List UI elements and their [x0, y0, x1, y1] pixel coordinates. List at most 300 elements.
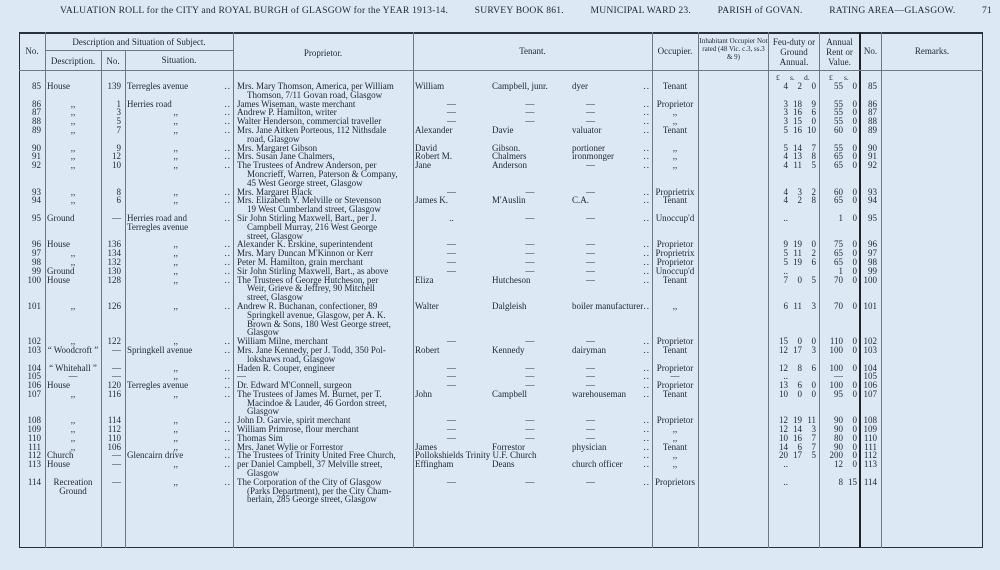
feu-pounds: 13 [779, 380, 788, 391]
entry-number: 109 [27, 424, 41, 435]
tenant-first-name: — [447, 265, 456, 276]
tenant-occupation-text: ironmonger [572, 151, 614, 162]
rent-pounds: 70 [834, 274, 843, 285]
proprietor [233, 364, 413, 373]
table-row [19, 346, 983, 364]
house-number: 112 [107, 424, 121, 435]
occupier: ,, [672, 116, 678, 127]
occupier: ,, [672, 424, 678, 435]
description: ,, [70, 415, 76, 426]
annual-rent [819, 276, 860, 302]
tenant-surname: — [525, 248, 535, 259]
entry-number: 113 [27, 459, 41, 470]
tenant-occupation-text: — [586, 160, 595, 171]
feu-pence: 6 [811, 362, 816, 373]
tenant-surname: — [525, 336, 535, 347]
rent-shillings: 0 [852, 124, 857, 135]
tenant-surname: Campbell [492, 388, 527, 399]
rent-pounds: 100 [829, 362, 843, 373]
occupier: Tenant [662, 344, 688, 355]
rent-shillings: 0 [852, 248, 857, 259]
table-row [19, 214, 983, 240]
situation-text: Herries road [127, 98, 172, 109]
entry-number: 88 [32, 116, 41, 127]
feu-pounds: 5 [783, 124, 788, 135]
feu-shillings: 11 [793, 300, 802, 311]
feu-pounds: 4 [783, 195, 788, 206]
tenant-surname: — [525, 212, 535, 223]
remarks [881, 108, 983, 117]
rent-pounds: 55 [834, 142, 843, 153]
feu-pounds: 3 [783, 107, 788, 118]
rent-shillings: 0 [852, 336, 857, 347]
entry-number: 95 [32, 212, 41, 223]
situation [125, 144, 233, 153]
tenant-first-name: — [447, 432, 456, 443]
annual-rent [819, 161, 860, 187]
rent-shillings: 0 [852, 151, 857, 162]
entry-number-right: 110 [863, 432, 877, 443]
tenant-surname: Kennedy [492, 344, 525, 355]
occupier: Proprietor [656, 239, 694, 250]
remarks [881, 364, 983, 373]
feu-pounds: .. [783, 265, 788, 276]
inhabitant-occupier [698, 267, 768, 276]
feu-duty [768, 302, 819, 337]
description: ,, [70, 300, 76, 311]
feu-shillings: 0 [797, 274, 802, 285]
proprietor-line: Weir, Grieve & Jeffrey, 90 Mitchell [247, 283, 375, 294]
tenant-surname: — [525, 265, 535, 276]
tenant-occupation-text: — [586, 256, 595, 267]
feu-pence: 11 [807, 415, 816, 426]
feu-shillings: 19 [793, 256, 802, 267]
feu-pence: 5 [811, 160, 816, 171]
rent-pounds: 65 [834, 248, 843, 259]
proprietor-line: (Parks Department), per the City Cham- [247, 485, 392, 496]
rent-pounds: — [834, 371, 843, 382]
feu-pence [802, 460, 816, 478]
tenant-first-name: — [447, 248, 456, 259]
feu-duty [768, 346, 819, 364]
table-row [19, 478, 983, 504]
inhabitant-occupier [698, 390, 768, 416]
rent-shillings: 0 [852, 388, 857, 399]
house-number: 3 [116, 107, 121, 118]
occupier: Tenant [662, 124, 688, 135]
entry-number: 96 [32, 239, 41, 250]
tenant-first-name: William [415, 81, 445, 91]
tenant-first-name: Jane [415, 160, 431, 171]
entry-number: 110 [27, 432, 41, 443]
house-number: — [112, 212, 121, 223]
entry-number-right: 111 [864, 441, 877, 452]
situation-text: ,, [173, 441, 178, 452]
rent-pounds: 90 [834, 441, 843, 452]
rent-pounds: 75 [834, 239, 843, 250]
proprietor-line: Springkell avenue, Glasgow, per A. K. [247, 309, 386, 320]
feu-pounds: 20 [779, 450, 788, 461]
proprietor-line: Campbell Murray, 216 West George [247, 221, 378, 232]
feu-shillings [788, 214, 802, 240]
entry-number-right: 105 [863, 371, 877, 382]
situation [125, 451, 233, 460]
occupier: ,, [672, 107, 678, 118]
remarks [881, 434, 983, 443]
proprietor-line: per Daniel Campbell, 37 Melville street, [237, 459, 383, 470]
remarks [881, 249, 983, 258]
proprietor-line: Walter Henderson, commercial traveller [237, 116, 382, 127]
inhabitant-occupier [698, 144, 768, 153]
situation [125, 390, 233, 416]
tenant-occupation [570, 196, 652, 214]
proprietor-line: 45 West George street, Glasgow [247, 177, 363, 188]
proprietor-line: Thomas Sim [237, 432, 283, 443]
tenant-first-name: — [447, 98, 456, 109]
header-tenant: Tenant. [519, 46, 546, 56]
feu-duty [768, 364, 819, 373]
occupier: Tenant [662, 388, 688, 399]
situation [125, 425, 233, 434]
inhabitant-occupier [698, 82, 768, 100]
occupier: — [670, 371, 680, 382]
tenant-occupation [570, 460, 652, 478]
description: House [47, 274, 70, 285]
occupier: Unoccup'd [655, 265, 695, 276]
description: ,, [70, 432, 76, 443]
tenant-occupation-text: — [586, 424, 595, 435]
proprietor-line: 19 West Cumberland street, Glasgow [247, 204, 381, 215]
proprietor-line: The Corporation of the City of Glasgow [237, 476, 382, 487]
tenant-first-name: Robert [415, 344, 440, 355]
tenant-first-name: — [447, 424, 456, 435]
occupier: Proprietor [656, 415, 694, 426]
rent-shillings: 0 [852, 186, 857, 197]
house-number: 116 [107, 388, 121, 399]
situation-text: Springkell avenue [127, 344, 193, 355]
situation [125, 302, 233, 337]
situation [125, 434, 233, 443]
occupier: ,, [672, 160, 678, 171]
tenant-first-name: Eliza [415, 274, 434, 285]
page-number: 71 [982, 5, 992, 16]
house-number: 136 [107, 239, 121, 250]
inhabitant-occupier [698, 126, 768, 144]
proprietor-line: Alexander K. Erskine, superintendent [237, 239, 373, 250]
house-number: 120 [107, 380, 121, 391]
description: Recreation Ground [53, 476, 93, 496]
description: ,, [70, 336, 76, 347]
proprietor [233, 161, 413, 187]
header-house-no: No. [106, 56, 120, 66]
header-annual-rent: Annual Rent or Value. [826, 37, 853, 67]
rent-pounds: 65 [834, 256, 843, 267]
proprietor-line: Haden R. Couper, engineer [237, 362, 335, 373]
entry-number: 112 [27, 450, 41, 461]
inhabitant-occupier [698, 434, 768, 443]
remarks [881, 214, 983, 240]
remarks [881, 416, 983, 425]
remarks [881, 460, 983, 478]
situation [125, 188, 233, 197]
tenant-first-name: — [447, 380, 456, 391]
proprietor-line: Brown & Sons, 180 West George street, [247, 318, 391, 329]
entry-number-right: 97 [868, 248, 877, 259]
inhabitant-occupier [698, 188, 768, 197]
feu-shillings: 11 [793, 248, 802, 259]
feu-duty [768, 460, 819, 478]
rent-pounds: 110 [829, 336, 843, 347]
feu-pounds: 3 [783, 116, 788, 127]
inhabitant-occupier [698, 240, 768, 249]
occupier: Proprietrix [655, 186, 695, 197]
remarks [881, 425, 983, 434]
feu-duty [768, 82, 819, 100]
tenant-occupation-text: — [586, 415, 595, 426]
situation-text: ,, [173, 336, 178, 347]
feu-pounds: 6 [783, 300, 788, 311]
feu-pounds: 3 [783, 98, 788, 109]
proprietor-line: William Primrose, flour merchant [237, 424, 359, 435]
feu-shillings: 8 [797, 362, 802, 373]
header-inhabitant: Inhabitant Occupier Not rated (48 Vic. c.3, ss.3 & 9) [699, 37, 768, 61]
description: House [47, 380, 70, 391]
tenant-first-name: — [447, 476, 456, 487]
occupier: Proprietor [656, 336, 694, 347]
tenant-surname: Hutcheson [492, 274, 531, 285]
remarks [881, 144, 983, 153]
header-description: Description. [50, 56, 96, 66]
inhabitant-occupier [698, 117, 768, 126]
table-row [19, 126, 983, 144]
occupier: ,, [672, 432, 678, 443]
tenant-occupation-text: — [586, 107, 595, 118]
header-description-group: Description and Situation of Subject. [72, 37, 206, 47]
tenant-occupation-text: — [586, 380, 595, 391]
description: ,, [70, 186, 76, 197]
entry-number-right: 113 [863, 459, 877, 470]
entry-number: 89 [32, 124, 41, 135]
tenant-first-name: Effingham [415, 459, 454, 470]
tenant-surname: Davie [492, 124, 514, 135]
description: ,, [70, 424, 76, 435]
description: House [47, 239, 70, 250]
rent-pounds: 65 [834, 195, 843, 206]
tenant-first-name: David [415, 142, 437, 153]
unit-pence: d. [804, 73, 810, 82]
feu-pence: 0 [811, 388, 816, 399]
feu-pounds: 7 [783, 274, 788, 285]
proprietor-line: — [237, 371, 246, 382]
situation [125, 240, 233, 249]
rent-pounds: 1 [838, 265, 843, 276]
tenant-surname: Campbell, junr. [492, 81, 548, 91]
tenant-first-name: Robert M. [415, 151, 452, 162]
rent-pounds: 65 [834, 160, 843, 171]
proprietor-line: Macindoe & Lauder, 46 Gordon street, [247, 397, 387, 408]
situation-text: ,, [173, 388, 178, 399]
occupier: Tenant [662, 81, 688, 91]
description: Ground [47, 265, 75, 276]
proprietor [233, 478, 413, 504]
occupier: ,, [672, 151, 678, 162]
proprietor [233, 126, 413, 144]
situation-text: ,, [173, 248, 178, 259]
situation [125, 82, 233, 100]
entry-number-right: 108 [863, 415, 877, 426]
tenant-occupation [570, 346, 652, 364]
situation [125, 108, 233, 117]
situation-text: Glencairn drive [127, 450, 184, 461]
proprietor-line: street, Glasgow [247, 292, 303, 303]
rent-pounds: 90 [834, 415, 843, 426]
description: — [68, 371, 78, 382]
feu-duty [768, 478, 819, 504]
proprietor-line: Glasgow [247, 327, 279, 338]
tenant-occupation-text: — [586, 476, 595, 487]
proprietor [233, 346, 413, 364]
tenant-surname: — [525, 239, 535, 250]
situation-text: ,, [173, 432, 178, 443]
occupier: ,, [672, 300, 678, 311]
situation [125, 249, 233, 258]
situation-text: ,, [173, 415, 178, 426]
proprietor-line: James Wiseman, waste merchant [237, 98, 356, 109]
feu-pence: 8 [811, 151, 816, 162]
feu-shillings: 17 [793, 450, 802, 461]
proprietor-line: Moncrieff, Warren, Paterson & Company, [247, 168, 398, 179]
tenant-occupation-text: church officer [572, 459, 623, 470]
rent-pounds: 12 [834, 459, 843, 470]
tenant-surname: Dalgleish [492, 300, 527, 311]
rent-pounds: 65 [834, 151, 843, 162]
feu-pounds: 15 [779, 336, 788, 347]
situation [125, 276, 233, 302]
entry-number: 114 [27, 476, 41, 487]
proprietor-line: Sir John Stirling Maxwell, Bart., per J. [237, 212, 377, 223]
rent-pounds: 60 [834, 186, 843, 197]
table-row [19, 390, 983, 416]
feu-pence [802, 478, 816, 504]
proprietor-line: The Trustees of James M. Burnet, per T. [237, 388, 382, 399]
proprietor-line: Mrs. Mary Duncan M'Kinnon or Kerr [237, 248, 374, 259]
remarks [881, 372, 983, 381]
proprietor-line: Mrs. Margaret Black [237, 186, 313, 197]
rent-shillings: 0 [852, 450, 857, 461]
entry-number-right: 93 [868, 186, 877, 197]
rent-shillings: 0 [852, 239, 857, 250]
situation-text: ,, [173, 362, 178, 373]
description: “ Whitehall ” [49, 362, 97, 373]
feu-shillings: 3 [797, 186, 802, 197]
house-number: 126 [107, 300, 121, 311]
tenant-surname: — [525, 256, 535, 267]
feu-shillings: 14 [793, 424, 802, 435]
rent-pounds: 55 [834, 98, 843, 109]
tenant-occupation-text: — [586, 432, 595, 443]
proprietor-line: Glasgow [247, 468, 279, 479]
feu-duty [768, 196, 819, 214]
feu-pence: 7 [811, 441, 816, 452]
situation [125, 478, 233, 504]
feu-pence [802, 214, 816, 240]
situation-text: ,, [173, 274, 178, 285]
entry-number: 97 [32, 248, 41, 259]
remarks [881, 276, 983, 302]
inhabitant-occupier [698, 258, 768, 267]
entry-number-right: 87 [868, 107, 877, 118]
annual-rent [819, 214, 860, 240]
proprietor-line: Mrs. Margaret Gibson [237, 142, 318, 153]
situation-text: ,, [173, 424, 178, 435]
tenant-surname: Chalmers [492, 151, 527, 162]
description: ,, [70, 107, 76, 118]
tenant-first-name: Alexander [415, 124, 453, 135]
feu-pence: 5 [811, 450, 816, 461]
description: ,, [70, 160, 76, 171]
house-number: 139 [107, 81, 121, 91]
remarks [881, 346, 983, 364]
entry-number: 98 [32, 256, 41, 267]
tenant-occupation-text: — [586, 116, 595, 127]
remarks [881, 451, 983, 460]
feu-shillings: 11 [793, 160, 802, 171]
occupier: Tenant [662, 274, 688, 285]
feu-duty [768, 276, 819, 302]
header-no: No. [25, 46, 39, 56]
situation-text: ,, [173, 186, 178, 197]
entry-number: 103 [27, 344, 41, 355]
feu-pence: 10 [807, 124, 816, 135]
inhabitant-occupier [698, 152, 768, 161]
feu-shillings: 16 [793, 107, 802, 118]
rent-shillings: 0 [852, 300, 857, 311]
tenant-surname: — [525, 186, 535, 197]
ward: MUNICIPAL WARD 23. [590, 5, 691, 16]
feu-duty [768, 214, 819, 240]
tenant-surname: — [525, 362, 535, 373]
feu-pence: 0 [811, 380, 816, 391]
house-number: 122 [107, 336, 121, 347]
annual-rent [819, 126, 860, 144]
feu-pounds: .. [783, 371, 788, 382]
proprietor-line: lokshaws road, Glasgow [247, 353, 336, 364]
entry-number-right: 114 [863, 476, 877, 487]
tenant-occupation [570, 443, 652, 452]
proprietor-line: John D. Garvie, spirit merchant [237, 415, 351, 426]
description: ,, [70, 441, 76, 452]
rent-shillings: 0 [852, 142, 857, 153]
remarks [881, 126, 983, 144]
house-number: 110 [107, 432, 121, 443]
proprietor-line: Glasgow [247, 406, 279, 417]
feu-shillings: 6 [797, 380, 802, 391]
unit-shillings: s. [790, 73, 795, 82]
table-row [19, 276, 983, 302]
feu-duty [768, 390, 819, 416]
situation-text: ,, [173, 256, 178, 267]
header-feu-duty: Feu-duty or Ground Annual. [772, 37, 816, 67]
description: House [47, 81, 70, 91]
entry-number-right: 90 [868, 142, 877, 153]
rent-shillings: 15 [848, 476, 857, 487]
situation [125, 100, 233, 109]
house-number: 9 [116, 142, 121, 153]
inhabitant-occupier [698, 478, 768, 504]
entry-number-right: 95 [868, 212, 877, 223]
situation-text: Terregles avenue [127, 81, 189, 91]
entry-number-right: 89 [868, 124, 877, 135]
